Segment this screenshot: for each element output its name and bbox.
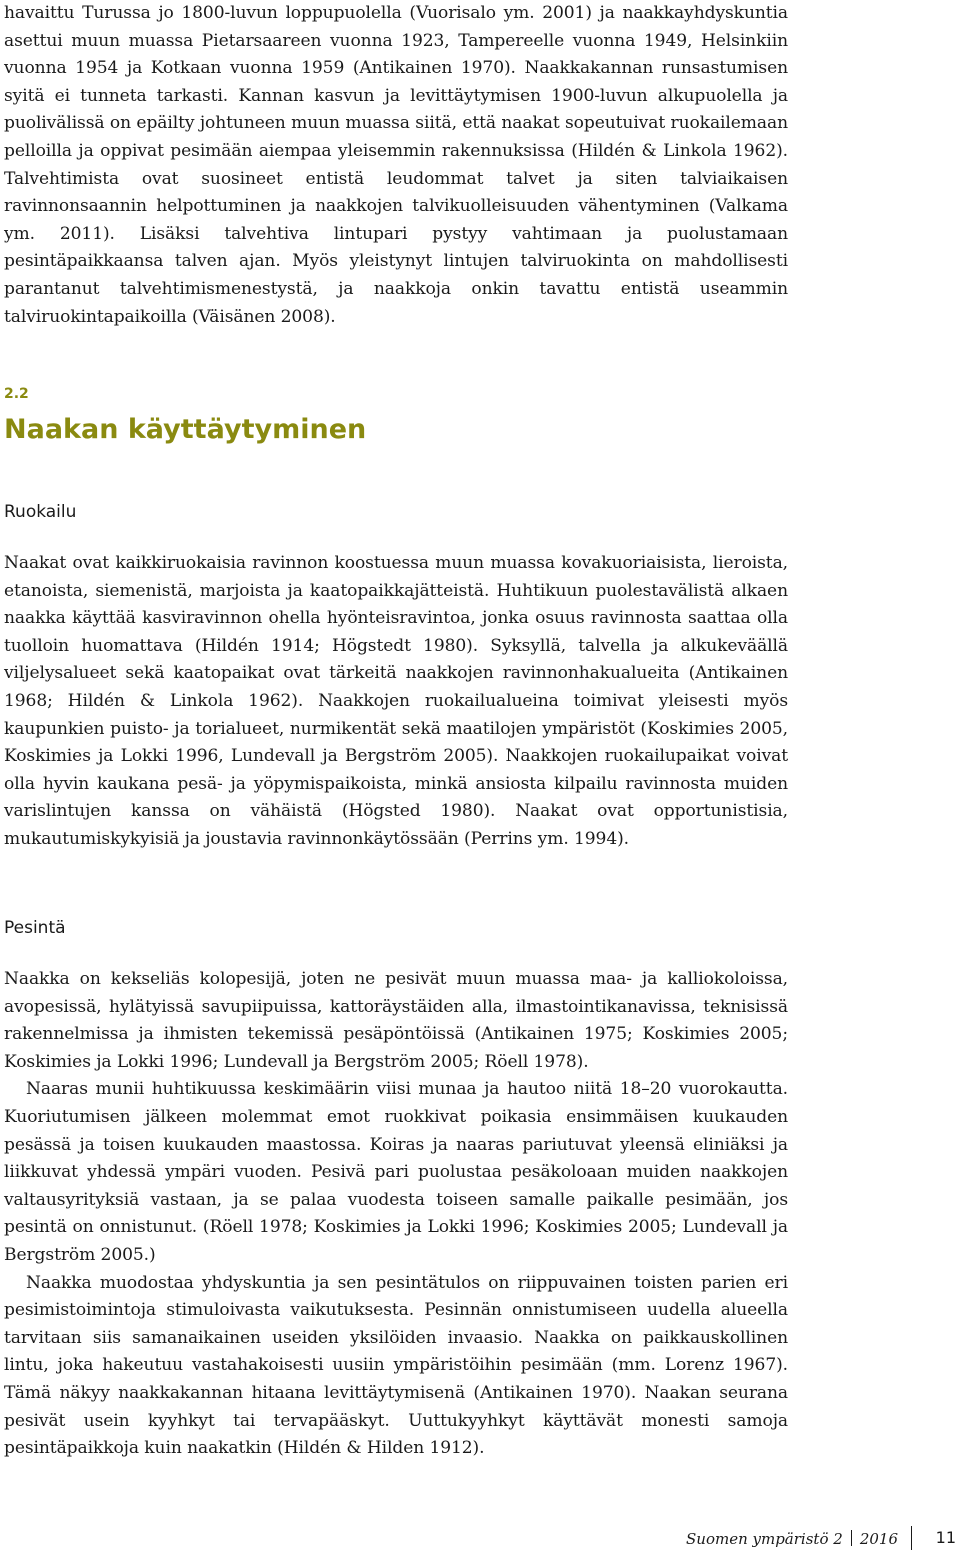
footer-publication <box>686 1530 898 1548</box>
subheading-pesinta: Pesintä <box>4 918 66 938</box>
pesinta-section <box>4 966 788 1463</box>
section-number: 2.2 <box>4 386 29 402</box>
footer-publication-title: Suomen ympäristö <box>686 1530 829 1548</box>
footer-year: 2016 <box>859 1530 898 1548</box>
subheading-ruokailu: Ruokailu <box>4 502 77 522</box>
page-number: 11 <box>935 1528 956 1547</box>
footer-divider <box>911 1526 912 1550</box>
page-footer <box>0 1526 960 1550</box>
footer-issue: 2 <box>833 1530 843 1548</box>
intro-paragraph: havaittu Turussa jo 1800-luvun loppupuolella (Vuorisalo ym. 2001) ja naakkayhdyskuntia asettui muun muassa Pietarsaareen vuonna 1923, Tampereelle vuonna 1949, Helsinkiin vuonna 1954 ja Kotkaan vuonna 1959 (Antikainen 1970). Naakkakannan runsastumisen syitä ei tunneta tarkasti. Kannan kasvun ja levittäytymisen 1900-luvun alkupuolella ja puolivälissä on epäilty johtuneen muun muassa siitä, että naakat sopeutuivat ruokailemaan pelloilla ja oppivat pesimään aiempaa yleisemmin rakennuksissa (Hildén & Linkola 1962). Talvehtimista ovat suosineet entistä leudommat talvet ja siten talviaikaisen ravinnonsaannin helpottuminen ja naakkojen talvikuolleisuuden vähentyminen (Valkama ym. 2011). Lisäksi talvehtiva lintupari pystyy vahtimaan ja puolustamaan pesintäpaikkaansa talven ajan. Myös yleistynyt lintujen talviruokinta on mahdollisesti parantanut talvehtimismenestystä, ja naakkoja onkin tavattu entistä useammin talviruokintapaikoilla (Väisänen 2008). <box>4 3 788 327</box>
pesinta-paragraph-3: Naakka muodostaa yhdyskuntia ja sen pesintätulos on riippuvainen toisten parien eri pesimistoimintoja stimuloivasta vaikutuksesta. Pesinnän onnistumiseen uudella alueella tarvitaan siis samanaikainen useiden yksilöiden invaasio. Naakka on paikkauskollinen lintu, joka hakeutuu vastahakoisesti uusiin ympäristöihin pesimään (mm. Lorenz 1967). Tämä näkyy naakkakannan hitaana levittäytymisenä (Antikainen 1970). Naakan seurana pesivät usein kyyhkyt tai tervapääskyt. Uuttukyyhkyt käyttävät monesti samoja pesintäpaikkoja kuin naakatkin (Hildén & Hilden 1912). <box>4 1272 788 1459</box>
footer-separator <box>851 1530 852 1546</box>
ruokailu-section <box>4 550 788 854</box>
section-title: Naakan käyttäytyminen <box>4 414 367 445</box>
ruokailu-paragraph: Naakat ovat kaikkiruokaisia ravinnon koostuessa muun muassa kovakuoriaisista, lieroista, etanoista, siemenistä, marjoista ja kaatopaikkajätteistä. Huhtikuun puolestavälistä alkaen naakka käyttää kasviravinnon ohella hyönteisravintoa, jonka osuus ravinnosta saattaa olla tuolloin huomattava (Hildén 1914; Högstedt 1980). Syksyllä, talvella ja alkukeväällä viljelysalueet sekä kaatopaikat ovat tärkeitä naakkojen ravinnonhakualueita (Antikainen 1968; Hildén & Linkola 1962). Naakkojen ruokailualueina toimivat yleisesti myös kaupunkien puisto- ja torialueet, nurmikentät sekä maatilojen ympäristöt (Koskimies 2005, Koskimies ja Lokki 1996, Lundevall ja Bergström 2005). Naakkojen ruokailupaikat voivat olla hyvin kaukana pesä- ja yöpymispaikoista, minkä ansiosta kilpailu ravinnosta muiden varislintujen kanssa on vähäistä (Högsted 1980). Naakat ovat opportunistisia, mukautumiskykyisiä ja joustavia ravinnonkäytössään (Perrins ym. 1994). <box>4 553 788 849</box>
pesinta-paragraph-2: Naaras munii huhtikuussa keskimäärin viisi munaa ja hautoo niitä 18–20 vuorokautta. Kuoriutumisen jälkeen molemmat emot ruokkivat poikasia ensimmäisen kuukauden pesässä ja toisen kuukauden maastossa. Koiras ja naaras pariutuvat yleensä eliniäksi ja liikkuvat yhdessä ympäri vuoden. Pesivä pari puolustaa pesäkoloaan muiden naakkojen valtausyrityksiä vastaan, ja se palaa vuodesta toiseen samalle paikalle pesimään, jos pesintä on onnistunut. (Röell 1978; Koskimies ja Lokki 1996; Koskimies 2005; Lundevall ja Bergström 2005.) <box>4 1079 788 1265</box>
pesinta-paragraph-1: Naakka on kekseliäs kolopesijä, joten ne pesivät muun muassa maa- ja kalliokoloissa, avopesissä, hylätyissä savupiipuissa, kattoräystäiden alla, ilmastointikanavissa, teknisissä rakennelmissa ja ihmisten tekemissä pesäpöntöissä (Antikainen 1975; Koskimies 2005; Koskimies ja Lokki 1996; Lundevall ja Bergström 2005; Röell 1978). <box>4 969 788 1072</box>
